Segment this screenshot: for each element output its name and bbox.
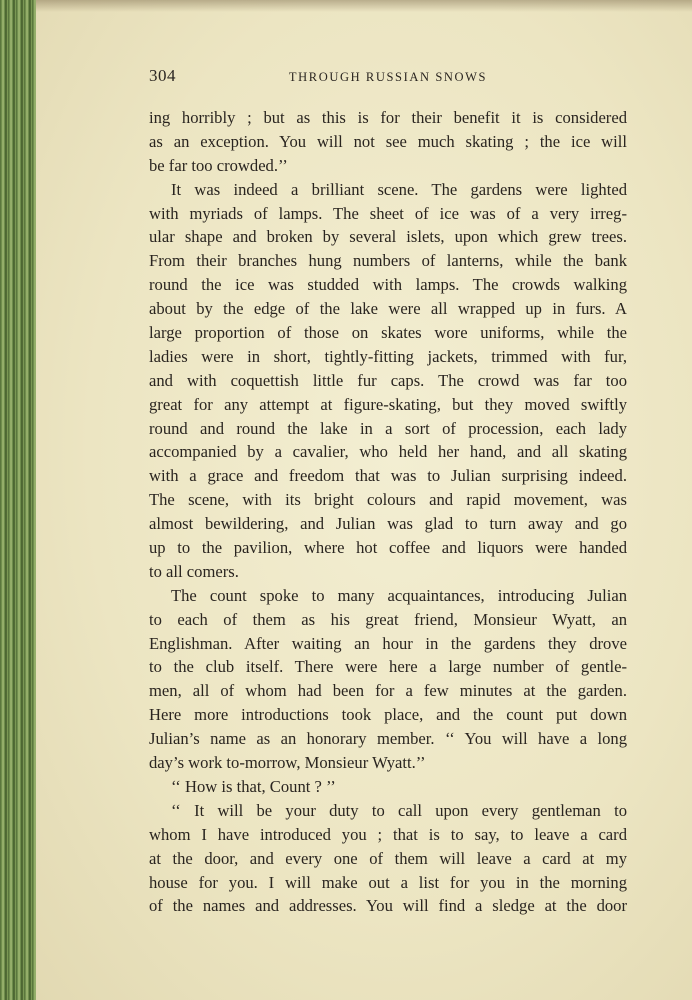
page-top-shadow (36, 0, 692, 12)
text-line: be far too crowded.’’ (149, 155, 288, 175)
text-line: to each of them as his great friend, Monsieur Wyatt, an (149, 609, 627, 629)
text-line: round and round the lake in a sort of procession, each lady (149, 418, 627, 438)
text-line: at the door, and every one of them will leave a card at my (149, 848, 627, 868)
text-line: as an exception. You will not see much skating ; the ice will (149, 131, 627, 151)
book-page (36, 0, 692, 1000)
text-line: and with coquettish little fur caps. The crowd was far too (149, 370, 627, 390)
text-line: almost bewildering, and Julian was glad to turn away and go (149, 514, 627, 534)
text-line: great for any attempt at figure-skating, but they moved swiftly (149, 394, 627, 414)
text-line: of the names and addresses. You will find a sledge at the door (149, 896, 627, 916)
text-line: house for you. I will make out a list for you in the morning (149, 872, 627, 892)
text-line: round the ice was studded with lamps. The crowds walking (149, 275, 627, 295)
text-line: large proportion of those on skates wore uniforms, while the (149, 323, 627, 343)
text-line: ‘‘ It will be your duty to call upon every gentleman to (171, 800, 627, 820)
text-line: accompanied by a cavalier, who held her hand, and all skating (149, 442, 627, 462)
text-line: The scene, with its bright colours and rapid movement, was (149, 490, 627, 510)
text-line: ladies were in short, tightly-fitting jackets, trimmed with fur, (149, 346, 627, 366)
page-header (149, 66, 627, 90)
text-line: up to the pavilion, where hot coffee and liquors were handed (149, 538, 627, 558)
text-line: about by the edge of the lake were all wrapped up in furs. A (149, 299, 627, 319)
text-line: ular shape and broken by several islets, upon which grew trees. (149, 227, 627, 247)
text-line: day’s work to-morrow, Monsieur Wyatt.’’ (149, 753, 426, 773)
text-line: with a grace and freedom that was to Julian surprising indeed. (149, 466, 627, 486)
text-line: From their branches hung numbers of lanterns, while the bank (149, 251, 627, 271)
text-line: ‘‘ How is that, Count ? ’’ (171, 776, 336, 796)
text-line: Julian’s name as an honorary member. ‘‘ You will have a long (149, 729, 627, 749)
text-line: whom I have introduced you ; that is to say, to leave a card (149, 824, 627, 844)
text-line: Here more introductions took place, and the count put down (149, 705, 627, 725)
body-text (149, 106, 627, 918)
text-line: men, all of whom had been for a few minutes at the garden. (149, 681, 627, 701)
book-binding-edge (0, 0, 36, 1000)
text-line: with myriads of lamps. The sheet of ice was of a very irreg- (149, 203, 627, 223)
page-number: 304 (149, 66, 176, 85)
running-title: THROUGH RUSSIAN SNOWS (288, 70, 488, 84)
text-line: ing horribly ; but as this is for their benefit it is considered (149, 108, 627, 127)
text-line: It was indeed a brilliant scene. The gardens were lighted (171, 179, 627, 199)
text-line: The count spoke to many acquaintances, introducing Julian (171, 585, 627, 605)
text-line: to the club itself. There were here a large number of gentle- (149, 657, 627, 677)
text-line: to all comers. (149, 561, 239, 581)
text-line: Englishman. After waiting an hour in the gardens they drove (149, 633, 627, 653)
